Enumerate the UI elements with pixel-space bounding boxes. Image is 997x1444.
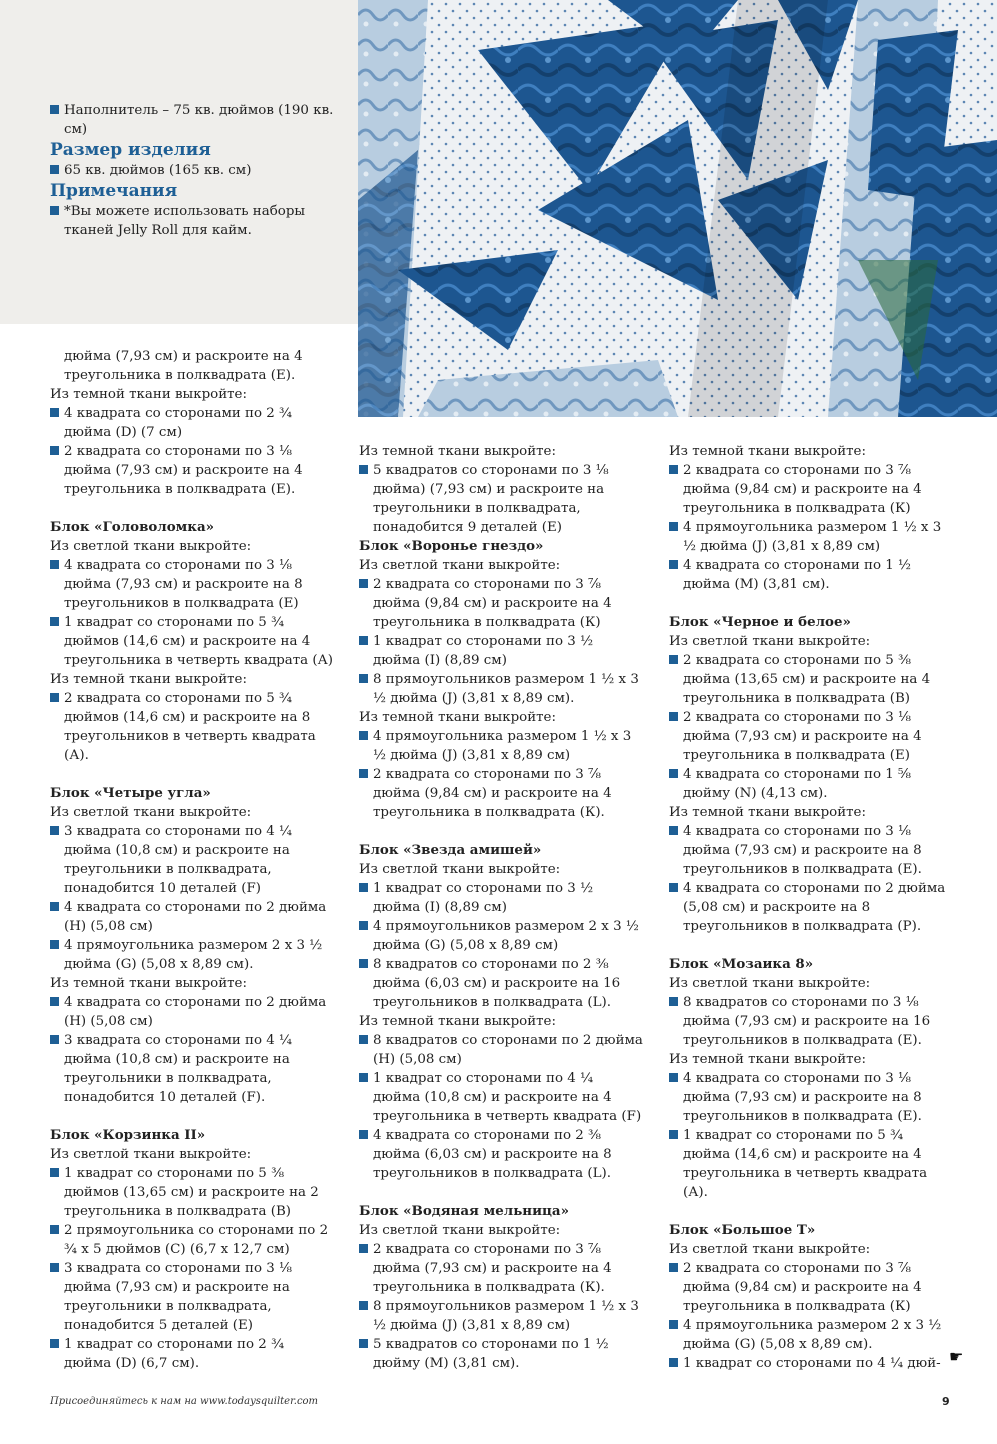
- list-item: 4 прямоугольника размером 1 ½ х 3 ½ дюйма (J) (3,81 х 8,89 см): [669, 518, 951, 556]
- list-item: 5 квадратов со сторонами по 1 ½ дюйму (М) (3,81 см).: [359, 1335, 644, 1373]
- list-item: 4 прямоугольника размером 1 ½ х 3 ½ дюйма (J) (3,81 х 8,89 см): [359, 727, 644, 765]
- list-item: 8 квадратов со сторонами по 3 ⅛ дюйма (7,93 см) и раскроите на 16 треугольников в полквадрата (Е).: [669, 993, 951, 1050]
- list-item: 1 квадрат со сторонами по 3 ½ дюйма (I) (8,89 см): [359, 632, 644, 670]
- list-item: 4 квадрата со сторонами по 3 ⅛ дюйма (7,93 см) и раскроите на 8 треугольников в полквадрата (Е): [50, 556, 335, 613]
- list-item: 4 квадрата со сторонами по 2 дюйма (5,08 см) и раскроите на 8 треугольников в полквадрата (Р).: [669, 879, 951, 936]
- list-item: 3 квадрата со сторонами по 4 ¼ дюйма (10,8 см) и раскроите на треугольники в полквадрата, понадобится 10 деталей (F): [50, 822, 335, 898]
- column-3: [669, 442, 951, 1373]
- pointing-hand-icon: ☛: [949, 1347, 964, 1366]
- list-item: 1 квадрат со сторонами по 4 ¼ дюйма (10,8 см) и раскроите на 4 треугольника в четверть квадрата (F): [359, 1069, 644, 1126]
- block-heading: Блок «Мозаика 8»: [669, 956, 814, 972]
- list-item: 1 квадрат со сторонами по 5 ⅜ дюймов (13,65 см) и раскроите на 2 треугольника в полквадрата (В): [50, 1164, 335, 1221]
- list-item: 1 квадрат со сторонами по 4 ¼ дюй-: [669, 1354, 951, 1373]
- size-item: 65 кв. дюймов (165 кв. см): [50, 161, 335, 180]
- list-item: 4 квадрата со сторонами по 2 дюйма (Н) (5,08 см): [50, 898, 335, 936]
- block-heading: Блок «Воронье гнездо»: [359, 538, 544, 554]
- spacer: [50, 1107, 335, 1126]
- list-item: 3 квадрата со сторонами по 3 ⅛ дюйма (7,93 см) и раскроите на треугольники в полквадрата, понадобится 5 деталей (Е): [50, 1259, 335, 1335]
- spacer: [669, 936, 951, 955]
- paragraph: Из темной ткани выкройте:: [359, 710, 556, 725]
- quilt-photo: [358, 0, 997, 417]
- block-heading: Блок «Четыре угла»: [50, 785, 211, 801]
- block-heading: Блок «Корзинка II»: [50, 1127, 206, 1143]
- list-item: 8 прямоугольников размером 1 ½ х 3 ½ дюйма (J) (3,81 х 8,89 см): [359, 1297, 644, 1335]
- list-item: 4 прямоугольников размером 2 х 3 ½ дюйма (G) (5,08 х 8,89 см): [359, 917, 644, 955]
- notes-item: *Вы можете использовать наборы тканей Jelly Roll для кайм.: [50, 202, 335, 240]
- spacer: [50, 499, 335, 518]
- spacer: [359, 822, 644, 841]
- list-item: 4 прямоугольника размером 2 х 3 ½ дюйма (G) (5,08 х 8,89 см).: [669, 1316, 951, 1354]
- paragraph: Из темной ткани выкройте:: [50, 672, 247, 687]
- paragraph: Из светлой ткани выкройте:: [359, 558, 561, 573]
- notes-heading: Примечания: [50, 181, 178, 201]
- list-item: 2 квадрата со сторонами по 3 ⅞ дюйма (9,84 см) и раскроите на 4 треугольника в полквадрата (К).: [359, 765, 644, 822]
- column-2: [359, 442, 644, 1373]
- list-item: 8 квадратов со сторонами по 2 дюйма (Н) (5,08 см): [359, 1031, 644, 1069]
- info-box-content: [50, 101, 335, 240]
- paragraph: Из светлой ткани выкройте:: [669, 976, 871, 991]
- list-item: 1 квадрат со сторонами по 5 ¾ дюйма (14,6 см) и раскроите на 4 треугольника в четверть квадрата (А).: [669, 1126, 951, 1202]
- size-heading: Размер изделия: [50, 140, 211, 160]
- page-number: 9: [942, 1395, 950, 1408]
- list-item: 4 квадрата со сторонами по 2 ⅜ дюйма (6,03 см) и раскроите на 8 треугольников в полквадрата (L).: [359, 1126, 644, 1183]
- paragraph: Из светлой ткани выкройте:: [669, 634, 871, 649]
- paragraph: Из темной ткани выкройте:: [669, 1052, 866, 1067]
- list-item: 2 квадрата со сторонами по 3 ⅞ дюйма (9,84 см) и раскроите на 4 треугольника в полквадрата (К): [359, 575, 644, 632]
- block-heading: Блок «Водяная мельница»: [359, 1203, 569, 1219]
- list-item: 2 прямоугольника со сторонами по 2 ¾ х 5 дюймов (С) (6,7 х 12,7 см): [50, 1221, 335, 1259]
- list-item: 8 прямоугольников размером 1 ½ х 3 ½ дюйма (J) (3,81 х 8,89 см).: [359, 670, 644, 708]
- paragraph: Из темной ткани выкройте:: [50, 387, 247, 402]
- block-heading: Блок «Черное и белое»: [669, 614, 851, 630]
- list-item: 2 квадрата со сторонами по 3 ⅛ дюйма (7,93 см) и раскроите на 4 треугольника в полквадрата (Е).: [50, 442, 335, 499]
- list-item: 8 квадратов со сторонами по 2 ⅜ дюйма (6,03 см) и раскроите на 16 треугольников в полквадрата (L).: [359, 955, 644, 1012]
- column-1: [50, 347, 335, 1373]
- list-item: 2 квадрата со сторонами по 5 ¾ дюймов (14,6 см) и раскроите на 8 треугольников в четверть квадрата (А).: [50, 689, 335, 765]
- block-heading: Блок «Головоломка»: [50, 519, 215, 535]
- list-item: 2 квадрата со сторонами по 3 ⅞ дюйма (9,84 см) и раскроите на 4 треугольника в полквадрата (К): [669, 1259, 951, 1316]
- list-item: 4 квадрата со сторонами по 3 ⅛ дюйма (7,93 см) и раскроите на 8 треугольников в полквадрата (Е).: [669, 822, 951, 879]
- list-item: 1 квадрат со сторонами по 5 ¾ дюймов (14,6 см) и раскроите на 4 треугольника в четверть квадрата (А): [50, 613, 335, 670]
- spacer: [669, 1202, 951, 1221]
- info-box: [0, 0, 358, 324]
- paragraph: Из темной ткани выкройте:: [669, 805, 866, 820]
- list-item: 3 квадрата со сторонами по 4 ¼ дюйма (10,8 см) и раскроите на треугольники в полквадрата, понадобится 10 деталей (F).: [50, 1031, 335, 1107]
- paragraph: Из темной ткани выкройте:: [359, 1014, 556, 1029]
- spacer: [669, 594, 951, 613]
- block-heading: Блок «Большое Т»: [669, 1222, 816, 1238]
- list-item: 2 квадрата со сторонами по 3 ⅞ дюйма (7,93 см) и раскроите на 4 треугольника в полквадрата (К).: [359, 1240, 644, 1297]
- spacer: [50, 765, 335, 784]
- list-item: 4 квадрата со сторонами по 1 ⅝ дюйму (N) (4,13 см).: [669, 765, 951, 803]
- paragraph: Из темной ткани выкройте:: [50, 976, 247, 991]
- list-item: 2 квадрата со сторонами по 3 ⅛ дюйма (7,93 см) и раскроите на 4 треугольника в полквадрата (Е): [669, 708, 951, 765]
- list-item: 2 квадрата со сторонами по 3 ⅞ дюйма (9,84 см) и раскроите на 4 треугольника в полквадрата (К): [669, 461, 951, 518]
- list-item: 4 квадрата со сторонами по 1 ½ дюйма (М) (3,81 см).: [669, 556, 951, 594]
- paragraph: Из светлой ткани выкройте:: [359, 862, 561, 877]
- paragraph: Из светлой ткани выкройте:: [50, 805, 252, 820]
- list-item: 5 квадратов со сторонами по 3 ⅛ дюйма) (7,93 см) и раскроите на треугольники в полквадрата, понадобится 9 деталей (Е): [359, 461, 644, 537]
- footer-text: Присоединяйтесь к нам на www.todaysquilter.com: [50, 1396, 319, 1407]
- list-item: 2 квадрата со сторонами по 5 ⅜ дюйма (13,65 см) и раскроите на 4 треугольника в полквадрата (В): [669, 651, 951, 708]
- paragraph: Из светлой ткани выкройте:: [669, 1242, 871, 1257]
- paragraph: Из светлой ткани выкройте:: [359, 1223, 561, 1238]
- list-item: 4 квадрата со сторонами по 2 ¾ дюйма (D) (7 см): [50, 404, 335, 442]
- block-heading: Блок «Звезда амишей»: [359, 842, 542, 858]
- paragraph: Из светлой ткани выкройте:: [50, 1147, 252, 1162]
- list-item: 1 квадрат со сторонами по 3 ½ дюйма (I) (8,89 см): [359, 879, 644, 917]
- paragraph: Из светлой ткани выкройте:: [50, 539, 252, 554]
- paragraph: Из темной ткани выкройте:: [359, 444, 556, 459]
- list-item-continued: дюйма (7,93 см) и раскроите на 4 треугольника в полквадрата (Е).: [64, 349, 303, 383]
- list-item: 4 квадрата со сторонами по 2 дюйма (Н) (5,08 см): [50, 993, 335, 1031]
- list-item: 1 квадрат со сторонами по 2 ¾ дюйма (D) (6,7 см).: [50, 1335, 335, 1373]
- list-item: 4 прямоугольника размером 2 х 3 ½ дюйма (G) (5,08 х 8,89 см).: [50, 936, 335, 974]
- materials-item: Наполнитель – 75 кв. дюймов (190 кв. см): [50, 101, 335, 139]
- paragraph: Из темной ткани выкройте:: [669, 444, 866, 459]
- spacer: [359, 1183, 644, 1202]
- list-item: 4 квадрата со сторонами по 3 ⅛ дюйма (7,93 см) и раскроите на 8 треугольников в полквадрата (Е).: [669, 1069, 951, 1126]
